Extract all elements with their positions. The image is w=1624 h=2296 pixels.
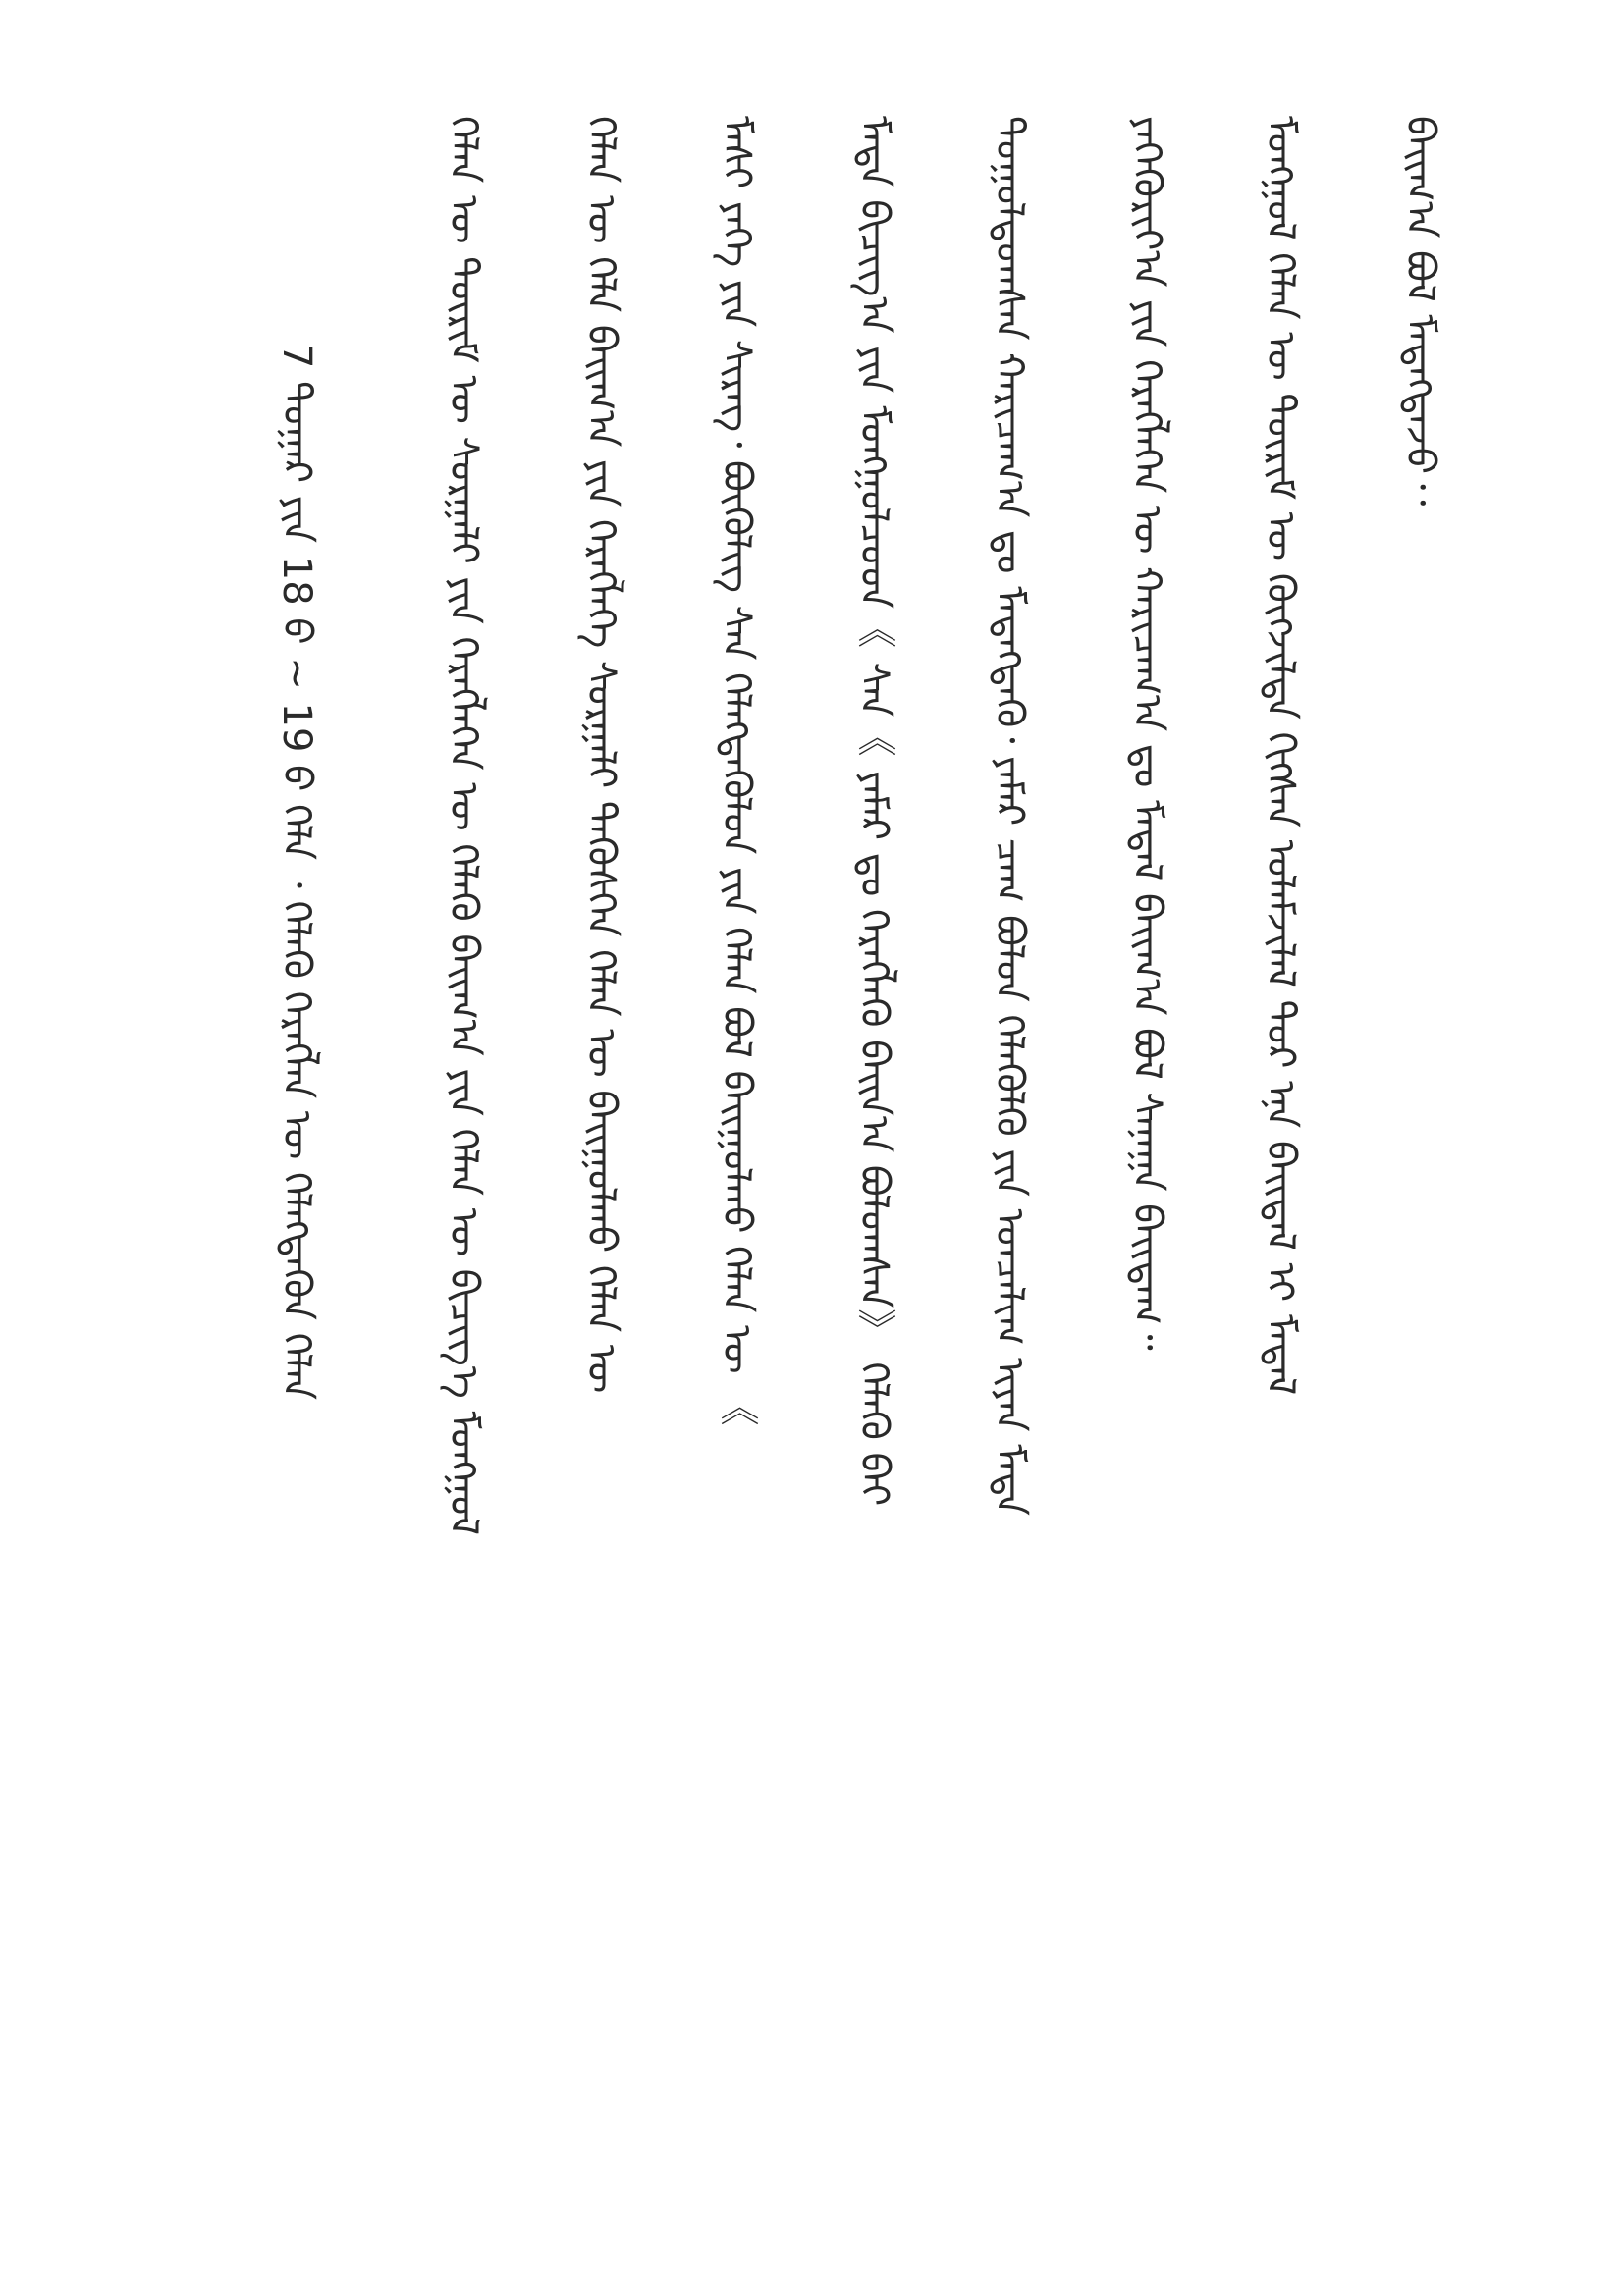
text-line-7: ᠬᠡᠯᠡᠨ ᠦ ᠬᠡᠯᠡ ᠪᠠᠢᠭ᠎ᠠ ᠶᠢᠨ ᠬᠡᠷᠡᠭᠯᠡᠭᠡ ᠰᠤᠷᠭᠠᠯᠢ ᠲᠡᠭᠦᠰᠭᠡᠨ ᠬᠡᠯᠡᠨ ᠦ ᠪᠠᠢᠭᠤᠯᠬᠤ ᠬᠡᠯᠡᠨ ᠦ: [578, 116, 623, 1394]
text-line-1: ᠪᠠᠢᠭ᠎ᠠ ᠪᠣᠯ ᠮᠡᠳᠡᠭᠳᠡᠵᠦ᠂᠂: [1397, 116, 1442, 507]
text-line-6: ᠮᠠᠰᠢ ᠶᠡᠬᠡ ᠶᠢᠨ ᠰᠢᠷᠡᠭ᠂ ᠪᠦᠬᠦᠯᠢᠭ ᠰᠠᠨ ᠬᠡᠯᠡᠭᠳᠡᠭᠦᠯᠦᠨ ᠶᠢᠨ ᠬᠡᠯᠡᠨ ᠪᠣᠯ ᠪᠠᠢᠭᠤᠯᠬᠤ ᠬᠡᠯᠡᠨ ᠦ 《: [714, 116, 759, 1427]
text-line-8: ᠬᠡᠯᠡᠨ ᠦ ᠳᠦᠷᠢᠮ ᠦ ᠰᠤᠷᠭᠠᠯᠢ ᠶᠢᠨ ᠬᠡᠷᠡᠭᠯᠡᠭᠡᠨ ᠦ ᠬᠡᠯᠡᠬᠦ ᠪᠠᠢᠭ᠎ᠠ ᠶᠢᠨ ᠬᠡᠯᠡᠨ ᠦ ᠪᠢᠴᠢᠭ᠎ᠡ ᠮᠣᠩᠭᠣᠯ: [441, 116, 486, 1536]
text-line-5: ᠮᠡᠳᠡ ᠪᠢᠴᠢᠭ᠎ᠠ ᠶᠢᠨ ᠮᠣᠩᠭᠣᠯᠴᠤᠳ《 ᠰᠠᠨ《 ᠶᠠᠮᠠᠷ ᠳᠤ ᠬᠡᠷᠡᠭᠯᠡᠭᠦ ᠪᠠᠢᠨ᠎ᠠ ᠪᠣᠯᠣᠭᠰᠠᠨ》 ᠬᠡᠯᠡᠬᠦ ᠪᠠᠢ: [851, 116, 896, 1507]
text-line-4: ᠳᠣᠭᠣᠯᠳᠣᠭᠰᠠᠨ ᠬᠠᠷᠢᠴᠠᠭ᠎ᠠ ᠳᠤ ᠮᠡᠳᠡᠭᠳᠡᠭᠦ᠂ ᠶᠠᠮᠠᠷ ᠴᠠᠭ ᠪᠣᠯᠣᠨ ᠬᠡᠯᠡᠭᠦᠯᠬᠦ ᠶᠢᠨ ᠣᠨᠴᠠᠯᠢᠭ ᠢᠶᠡᠨ ᠮᠡᠳᠡ: [987, 116, 1032, 1516]
text-line-3: ᠶᠡᠬᠡᠬᠦᠷᠢᠶ᠎ᠠ ᠶᠢᠨ ᠬᠡᠷᠡᠭᠯᠡᠭᠡᠨ ᠦ ᠬᠠᠷᠢᠴᠠᠭ᠎ᠠ ᠳᠤ ᠮᠡᠳᠡᠯ ᠪᠠᠢᠭ᠎ᠠ ᠪᠣᠯ ᠰᠠᠨᠠᠭᠠ ᠪᠠᠢᠳᠠᠭ᠃: [1124, 116, 1169, 1351]
footnote-citation: 7 ᠳᠤᠭᠠᠷ ᠶᠢᠨ 18 ᠪ ~ 19 ᠪ ᠬᠡᠯᠡ ᠂ ᠬᠡᠯᠡᠬᠦ ᠬᠡᠷᠡᠭᠯᠡᠨ ᠦ ᠬᠡᠯᠡᠭᠳᠡᠭᠦᠨ ᠬᠡᠯᠡᠨ: [274, 344, 319, 1401]
text-line-2: ᠮᠣᠩᠭᠣᠯ ᠬᠡᠯᠡᠨ ᠦ ᠳᠦᠷᠢᠮ ᠦ ᠬᠥᠭᠵᠢᠯᠲᠡ ᠬᠢᠭᠰᠡᠨ ᠤᠯᠠᠮᠵᠢᠯᠠᠯ ᠳᠤᠷ ᠡᠨᠡ ᠪᠠᠢᠳᠠᠯ ᠢ ᠮᠡᠳᠡᠯ: [1258, 116, 1303, 1396]
